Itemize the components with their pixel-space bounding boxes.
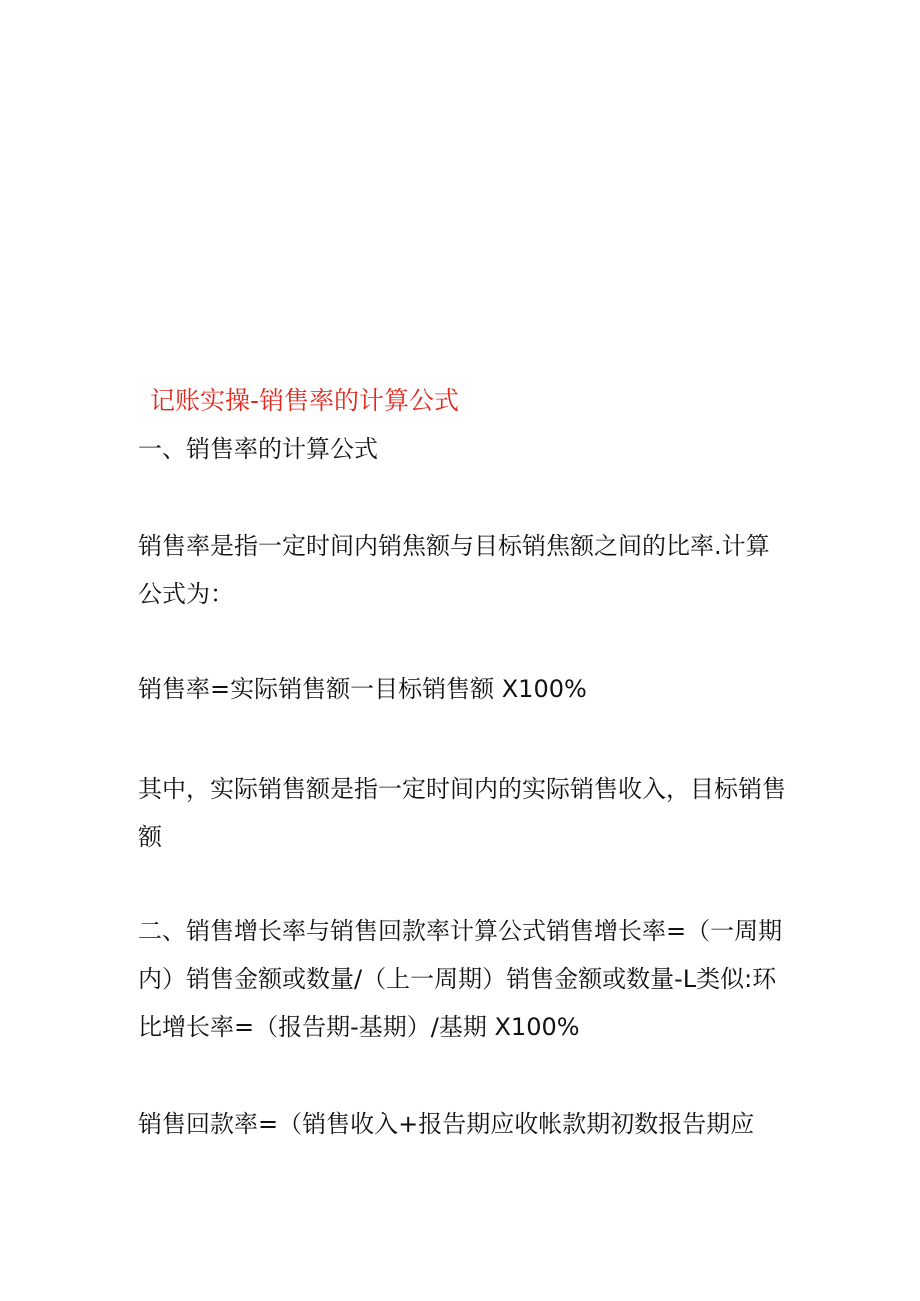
definition-paragraph: 销售率是指一定时间内销焦额与目标销焦额之间的比率.计算公式为： — [138, 532, 770, 608]
sales-return-formula: 销售回款率=（销售收入+报告期应收帐款期初数报告期应 — [138, 1110, 755, 1138]
explanation-paragraph: 其中，实际销售额是指一定时间内的实际销售收入，目标销售额 — [138, 775, 786, 851]
document-title: 记账实操-销售率的计算公式 — [150, 386, 460, 415]
section-heading-1: 一、销售率的计算公式 — [138, 435, 378, 463]
section-2-paragraph: 二、销售增长率与销售回款率计算公式销售增长率=（一周期内）销售金额或数量/（上一周期）销售金额或数量-L类似:环比增长率=（报告期-基期）/基期 X100% — [138, 917, 783, 1041]
sales-rate-formula: 销售率=实际销售额一目标销售额 X100% — [138, 675, 587, 703]
